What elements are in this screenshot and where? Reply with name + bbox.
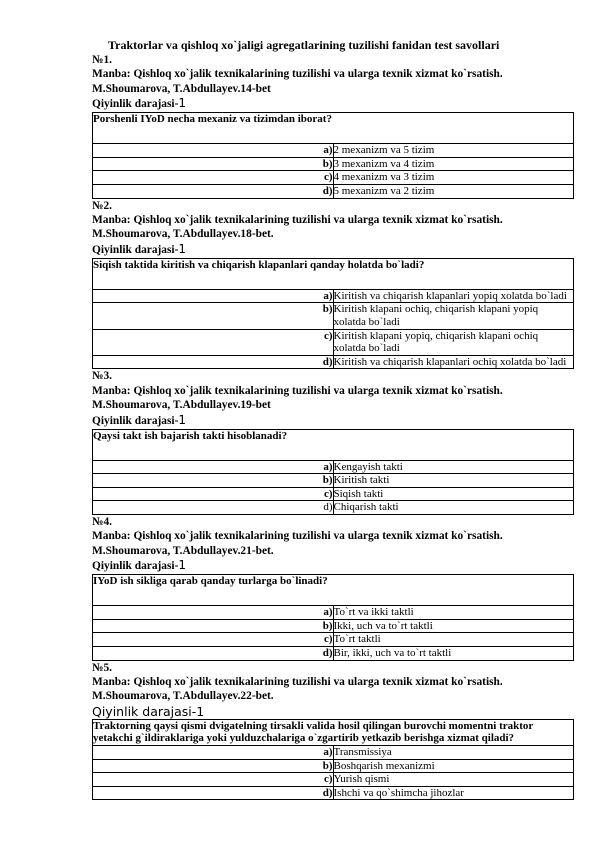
option-row-c [93, 633, 574, 647]
option-row-c [93, 487, 574, 501]
difficulty-value: 1 [178, 96, 187, 111]
option-row-c [93, 329, 574, 355]
option-letter: c) [93, 773, 334, 787]
option-letter: d) [93, 355, 334, 369]
option-text: Siqish takti [333, 487, 574, 501]
question-block-1 [92, 53, 574, 199]
option-row-a [93, 745, 574, 759]
option-letter: d) [93, 501, 334, 515]
option-text: Bir, ikki, uch va to`rt taktli [333, 646, 574, 660]
difficulty-level [92, 242, 574, 258]
option-letter: c) [93, 633, 334, 647]
difficulty-label: Qiyinlik darajasi- [92, 243, 179, 256]
option-letter: a) [93, 460, 334, 474]
option-text: 3 mexanizm va 4 tizim [333, 157, 574, 171]
question-block-2 [92, 199, 574, 370]
option-letter: c) [93, 329, 334, 355]
option-text: Yurish qismi [333, 773, 574, 787]
option-text: Chiqarish takti [333, 501, 574, 515]
question-block-4 [92, 515, 574, 661]
option-row-d [93, 501, 574, 515]
difficulty-level [92, 96, 574, 112]
question-text: Qaysi takt ish bajarish takti hisoblanadi? [93, 429, 574, 460]
option-letter: d) [93, 185, 334, 199]
option-letter: d) [93, 646, 334, 660]
option-letter: a) [93, 144, 334, 158]
option-row-a [93, 289, 574, 303]
difficulty-label: Qiyinlik darajasi- [92, 414, 179, 427]
option-letter: b) [93, 157, 334, 171]
option-text: Kiritish va chiqarish klapanlari yopiq xolatda bo`ladi [333, 289, 574, 303]
question-text: Traktorning qaysi qismi dvigatelning tirsakli valida hosil qilingan burovchi momentni traktor yetakchi g`ildiraklariga yoki yulduzchalariga o`zgartirib yetkazib berishga xizmat qiladi? [93, 719, 574, 745]
option-row-b [93, 303, 574, 329]
question-text: Porshenli IYoD necha mexaniz va tizimdan iborat? [93, 113, 574, 144]
option-letter: a) [93, 289, 334, 303]
document-title: Traktorlar va qishloq xo`jaligi agregatlarining tuzilishi fanidan test savollari [108, 38, 500, 52]
question-table [92, 112, 574, 198]
option-text: 2 mexanizm va 5 tizim [333, 144, 574, 158]
option-text: 4 mexanizm va 3 tizim [333, 171, 574, 185]
option-text: Transmissiya [333, 745, 574, 759]
option-row-a [93, 460, 574, 474]
option-row-c [93, 171, 574, 185]
option-text: 5 mexanizm va 2 tizim [333, 185, 574, 199]
difficulty-value: 1 [178, 412, 187, 427]
question-text: Siqish taktida kiritish va chiqarish klapanlari qanday holatda bo`ladi? [93, 258, 574, 289]
question-number: №3. [92, 370, 112, 383]
option-letter: c) [93, 487, 334, 501]
question-source: Manba: Qishloq xo`jalik texnikalarining tuzilishi va ularga texnik xizmat ko`rsatish. M.Shoumarova, T.Abdullayev.22-bet. [92, 675, 503, 703]
option-letter: a) [93, 606, 334, 620]
option-row-d [93, 355, 574, 369]
question-block-3 [92, 369, 574, 515]
option-letter: b) [93, 619, 334, 633]
question-number: №4. [92, 515, 112, 528]
option-text: Ikki, uch va to`rt taktli [333, 619, 574, 633]
option-row-a [93, 144, 574, 158]
question-source: Manba: Qishloq xo`jalik texnikalarining tuzilishi va ularga texnik xizmat ko`rsatish. M.Shoumarova, T.Abdullayev.21-bet. [92, 530, 503, 557]
question-block-5 [92, 661, 574, 801]
option-letter: b) [93, 759, 334, 773]
difficulty-value: 1 [178, 241, 187, 256]
question-source: Manba: Qishloq xo`jalik texnikalarining tuzilishi va ularga texnik xizmat ko`rsatish. M.Shoumarova, T.Abdullayev.18-bet. [92, 214, 503, 241]
option-text: Kiritish klapani yopiq, chiqarish klapani ochiq xolatda bo`ladi [333, 329, 574, 355]
question-table [92, 574, 574, 660]
question-number: №1. [92, 54, 112, 66]
difficulty-value: 1 [178, 558, 187, 573]
difficulty-label: Qiyinlik darajasi- [92, 98, 179, 111]
question-number: №2. [92, 199, 112, 212]
option-text: Boshqarish mexanizmi [333, 759, 574, 773]
option-row-d [93, 646, 574, 660]
question-source: Manba: Qishloq xo`jalik texnikalarining tuzilishi va ularga texnik xizmat ko`rsatish. M.Shoumarova, T.Abdullayev.14-bet [92, 68, 503, 95]
option-letter: b) [93, 474, 334, 488]
option-text: Kiritish klapani ochiq, chiqarish klapani yopiq xolatda bo`ladi [333, 303, 574, 329]
option-row-b [93, 474, 574, 488]
difficulty-level [92, 558, 574, 574]
question-text: IYoD ish sikliga qarab qanday turlarga bo`linadi? [93, 575, 574, 606]
option-row-b [93, 619, 574, 633]
option-letter: c) [93, 171, 334, 185]
option-letter: d) [93, 786, 334, 800]
difficulty-label: Qiyinlik darajasi-1 [92, 703, 205, 719]
option-text: Ishchi va qo`shimcha jihozlar [333, 786, 574, 800]
option-text: To`rt va ikki taktli [333, 606, 574, 620]
option-row-b [93, 759, 574, 773]
difficulty-level [92, 704, 574, 719]
document-page [92, 38, 574, 800]
question-source: Manba: Qishloq xo`jalik texnikalarining tuzilishi va ularga texnik xizmat ko`rsatish. M.Shoumarova, T.Abdullayev.19-bet [92, 384, 503, 412]
option-letter: a) [93, 745, 334, 759]
option-row-c [93, 773, 574, 787]
option-letter: b) [93, 303, 334, 329]
difficulty-label: Qiyinlik darajasi- [92, 560, 179, 573]
option-text: Kiritish va chiqarish klapanlari ochiq xolatda bo`ladi [333, 355, 574, 369]
option-row-a [93, 606, 574, 620]
option-text: Kengayish takti [333, 460, 574, 474]
difficulty-level [92, 413, 574, 429]
option-text: Kiritish takti [333, 474, 574, 488]
question-table [92, 258, 574, 370]
question-number: №5. [92, 661, 112, 674]
question-table [92, 719, 574, 801]
option-row-d [93, 185, 574, 199]
option-text: To`rt taktli [333, 633, 574, 647]
question-table [92, 429, 574, 515]
option-row-d [93, 786, 574, 800]
option-row-b [93, 157, 574, 171]
